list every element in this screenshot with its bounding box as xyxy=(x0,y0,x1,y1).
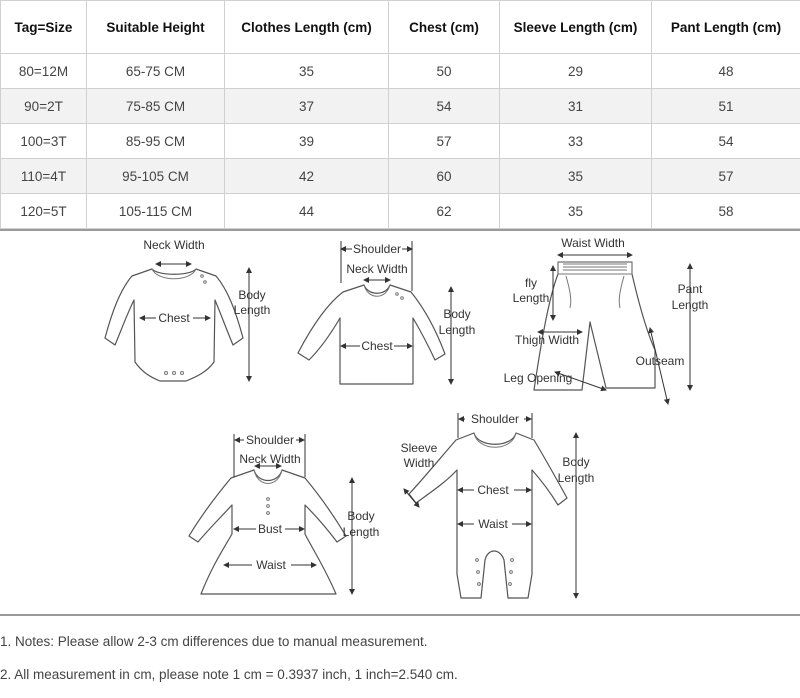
table-cell: 35 xyxy=(500,159,652,194)
size-table xyxy=(0,0,800,229)
table-cell: 42 xyxy=(225,159,389,194)
header-suitable-height: Suitable Height xyxy=(87,1,225,54)
table-cell: 85-95 CM xyxy=(87,124,225,159)
header-tag-size: Tag=Size xyxy=(1,1,87,54)
top-body-label: Body xyxy=(443,307,471,321)
table-cell: 100=3T xyxy=(1,124,87,159)
note-tolerance: 1. Notes: Please allow 2-3 cm differences due to manual measurement. xyxy=(0,634,428,649)
bodysuit-body-label: Body xyxy=(238,288,266,302)
table-row xyxy=(1,124,800,159)
header-pant-length: Pant Length (cm) xyxy=(652,1,800,54)
table-cell: 65-75 CM xyxy=(87,54,225,89)
note-conversion: 2. All measurement in cm, please note 1 cm = 0.3937 inch, 1 inch=2.540 cm. xyxy=(0,667,458,682)
pants-pant-length-label: Length xyxy=(671,298,709,312)
table-cell: 54 xyxy=(652,124,800,159)
table-cell: 39 xyxy=(225,124,389,159)
dress-waist-label: Waist xyxy=(256,558,286,572)
table-cell: 44 xyxy=(225,194,389,229)
header-clothes-length: Clothes Length (cm) xyxy=(225,1,389,54)
table-row xyxy=(1,89,800,124)
pants-outseam-label: Outseam xyxy=(635,354,685,368)
table-cell: 35 xyxy=(225,54,389,89)
dress-neck-width-label: Neck Width xyxy=(239,452,301,466)
romper-chest-label: Chest xyxy=(477,483,509,497)
romper-waist-label: Waist xyxy=(478,517,508,531)
table-row xyxy=(1,54,800,89)
table-cell: 51 xyxy=(652,89,800,124)
table-cell: 35 xyxy=(500,194,652,229)
header-chest: Chest (cm) xyxy=(389,1,500,54)
table-cell: 80=12M xyxy=(1,54,87,89)
romper-width-label: Width xyxy=(403,456,435,470)
bodysuit-length-label: Length xyxy=(233,303,271,317)
romper-body-label: Body xyxy=(562,455,590,469)
dress-body-label: Body xyxy=(347,509,375,523)
romper-diagram xyxy=(401,412,595,598)
table-cell: 37 xyxy=(225,89,389,124)
table-cell: 54 xyxy=(389,89,500,124)
table-row xyxy=(1,194,800,229)
pants-fly-label: fly xyxy=(525,276,537,290)
dress-bust-label: Bust xyxy=(257,522,283,536)
divider-bottom xyxy=(0,614,800,616)
romper-sleeve-label: Sleeve xyxy=(400,441,438,455)
dress-length-label: Length xyxy=(342,525,380,539)
pants-fly-length-label: Length xyxy=(512,291,550,305)
pants-pant-label: Pant xyxy=(677,282,703,296)
romper-length-label: Length xyxy=(557,471,595,485)
dress-diagram xyxy=(189,433,379,594)
table-cell: 57 xyxy=(389,124,500,159)
romper-shoulder-label: Shoulder xyxy=(470,412,520,426)
header-sleeve-length: Sleeve Length (cm) xyxy=(500,1,652,54)
top-shoulder-label: Shoulder xyxy=(352,242,402,256)
table-cell: 62 xyxy=(389,194,500,229)
table-cell: 29 xyxy=(500,54,652,89)
dress-shoulder-label: Shoulder xyxy=(245,433,295,447)
top-length-label: Length xyxy=(438,323,476,337)
top-diagram xyxy=(298,241,475,384)
table-cell: 90=2T xyxy=(1,89,87,124)
table-cell: 57 xyxy=(652,159,800,194)
pants-waist-width-label: Waist Width xyxy=(561,236,625,250)
pants-thigh-width-label: Thigh Width xyxy=(514,333,580,347)
table-cell: 48 xyxy=(652,54,800,89)
table-cell: 58 xyxy=(652,194,800,229)
garment-diagrams xyxy=(0,231,800,615)
table-cell: 31 xyxy=(500,89,652,124)
table-cell: 120=5T xyxy=(1,194,87,229)
top-chest-label: Chest xyxy=(361,339,393,353)
table-cell: 33 xyxy=(500,124,652,159)
table-cell: 110=4T xyxy=(1,159,87,194)
top-neck-width-label: Neck Width xyxy=(346,262,408,276)
pants-diagram xyxy=(504,236,709,404)
table-cell: 60 xyxy=(389,159,500,194)
bodysuit-diagram xyxy=(105,238,270,381)
pants-leg-opening-label: Leg Opening xyxy=(503,371,573,385)
bodysuit-neck-width-label: Neck Width xyxy=(143,238,205,252)
table-cell: 75-85 CM xyxy=(87,89,225,124)
table-cell: 95-105 CM xyxy=(87,159,225,194)
table-cell: 105-115 CM xyxy=(87,194,225,229)
table-cell: 50 xyxy=(389,54,500,89)
table-row xyxy=(1,159,800,194)
bodysuit-chest-label: Chest xyxy=(158,311,190,325)
table-header-row xyxy=(1,1,800,54)
